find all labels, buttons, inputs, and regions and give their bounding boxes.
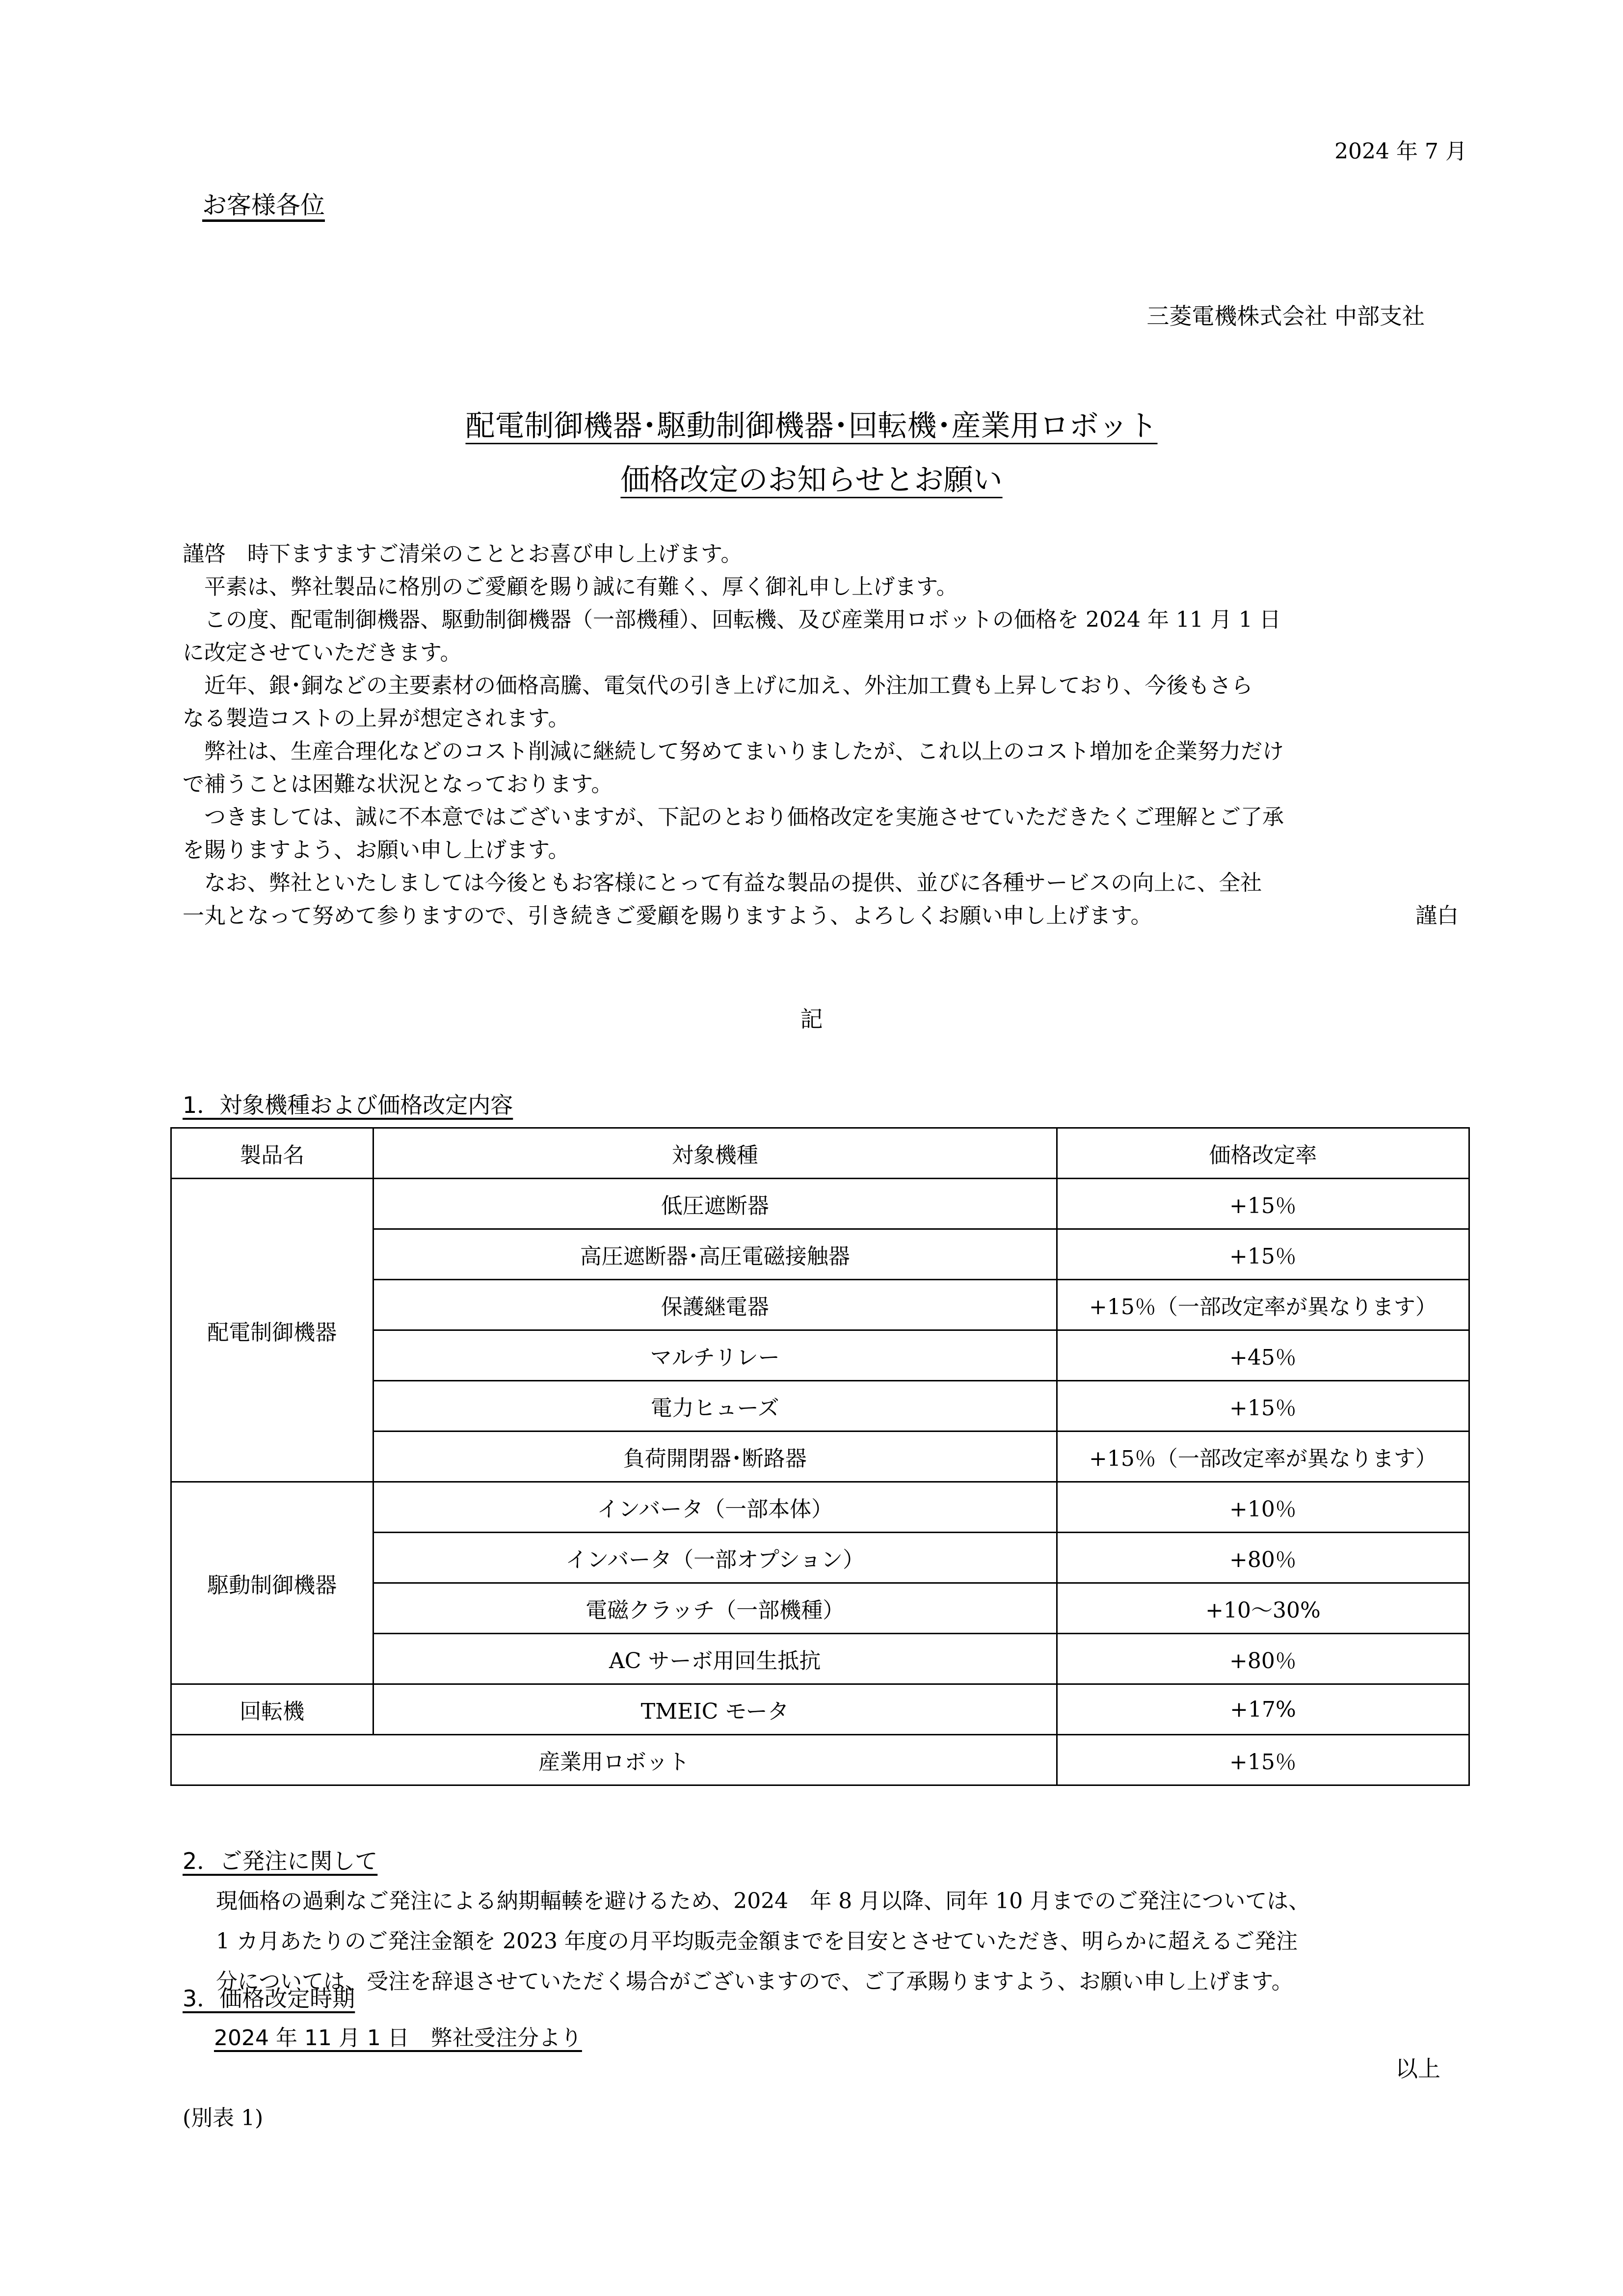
body-line: に改定させていただきます。	[183, 640, 462, 665]
section-3-heading: 3．価格改定時期	[183, 1985, 355, 2012]
title-line-2: 価格改定のお知らせとお願い	[620, 463, 1003, 497]
product-name-cell: 配電制御機器	[171, 1179, 373, 1482]
rate-cell: +15％	[1057, 1179, 1469, 1229]
model-cell: 低圧遮断器	[373, 1179, 1057, 1229]
product-name-cell: 回転機	[171, 1684, 373, 1735]
body-line: なお、弊社といたしましては今後ともお客様にとって有益な製品の提供、並びに各種サービスの向上に、全社	[183, 870, 1262, 895]
rate-cell: +15％	[1057, 1381, 1469, 1432]
rate-cell: +15％	[1057, 1735, 1469, 1785]
model-cell: 電力ヒューズ	[373, 1381, 1057, 1432]
attachment-label: (別表 1)	[183, 2106, 264, 2131]
rate-cell: +10～30%	[1057, 1583, 1469, 1634]
rate-cell: +17%	[1057, 1684, 1469, 1735]
column-header: 対象機種	[373, 1128, 1057, 1179]
body-line: を賜りますよう、お願い申し上げます。	[183, 837, 570, 863]
rate-cell: +10％	[1057, 1482, 1469, 1533]
model-cell: TMEIC モータ	[373, 1684, 1057, 1735]
product-name-cell: 駆動制御機器	[171, 1482, 373, 1684]
column-header: 価格改定率	[1057, 1128, 1469, 1179]
addressee: お客様各位	[202, 191, 325, 219]
table-row	[171, 1482, 1469, 1533]
model-cell: インバータ（一部本体）	[373, 1482, 1057, 1533]
closing-ijo: 以上	[1395, 2055, 1440, 2082]
section-2-body	[216, 1881, 1310, 2002]
rate-cell: +45％	[1057, 1330, 1469, 1381]
rate-cell: +15％（一部改定率が異なります）	[1057, 1280, 1469, 1330]
table-header-row	[171, 1128, 1469, 1179]
body-line: で補うことは困難な状況となっております。	[183, 772, 613, 797]
document-date: 2024 年 7 月	[1334, 139, 1467, 164]
section-2-line: 現価格の過剰なご発注による納期輻輳を避けるため、2024 年 8 月以降、同年 10 月までのご発注については、	[216, 1889, 1310, 1914]
effective-date: 2024 年 11 月 1 日 弊社受注分より	[214, 2026, 582, 2051]
table-row	[171, 1179, 1469, 1229]
body-line: 平素は、弊社製品に格別のご愛顧を賜り誠に有難く、厚く御礼申し上げます。	[183, 574, 958, 599]
section-2-line: 1 カ月あたりのご発注金額を 2023 年度の月平均販売金額までを目安とさせていただき、明らかに超えるご発注	[216, 1929, 1298, 1954]
robot-product-cell: 産業用ロボット	[171, 1735, 1057, 1785]
sender-name: 三菱電機株式会社 中部支社	[1146, 303, 1425, 329]
model-cell: 電磁クラッチ（一部機種）	[373, 1583, 1057, 1634]
column-header: 製品名	[171, 1128, 373, 1179]
section-2-line: 分については、受注を辞退させていただく場合がございますので、ご了承賜りますよう、お願い申し上げます。	[216, 1969, 1293, 1994]
rate-cell: +80％	[1057, 1533, 1469, 1583]
body-line: 近年、銀･銅などの主要素材の価格高騰、電気代の引き上げに加え、外注加工費も上昇しており、今後もさら	[183, 673, 1253, 698]
body-line: 弊社は、生産合理化などのコスト削減に継続して努めてまいりましたが、これ以上のコスト増加を企業努力だけ	[183, 739, 1284, 764]
section-1-heading: 1．対象機種および価格改定内容	[183, 1092, 513, 1118]
closing-kihaku: 謹白	[1415, 903, 1459, 928]
section-2-heading: 2．ご発注に関して	[183, 1848, 378, 1874]
letter-body	[183, 538, 1459, 932]
price-revision-table	[170, 1127, 1470, 1786]
body-line: 一丸となって努めて参りますので、引き続きご愛顧を賜りますよう、よろしくお願い申し上げます。	[183, 903, 1152, 928]
ki-marker: 記	[800, 1006, 823, 1032]
body-line: つきましては、誠に不本意ではございますが、下記のとおり価格改定を実施させていただきたくご理解とご了承	[183, 805, 1284, 830]
model-cell: マルチリレー	[373, 1330, 1057, 1381]
model-cell: 負荷開閉器･断路器	[373, 1432, 1057, 1482]
table-row	[171, 1684, 1469, 1735]
model-cell: AC サーボ用回生抵抗	[373, 1634, 1057, 1684]
body-line: 謹啓 時下ますますご清栄のこととお喜び申し上げます。	[183, 541, 743, 567]
body-line: この度、配電制御機器、駆動制御機器（一部機種）、回転機、及び産業用ロボットの価格を 2024 年 11 月 1 日	[183, 607, 1281, 632]
rate-cell: +15％	[1057, 1229, 1469, 1280]
model-cell: 保護継電器	[373, 1280, 1057, 1330]
table-row	[171, 1735, 1469, 1785]
model-cell: 高圧遮断器･高圧電磁接触器	[373, 1229, 1057, 1280]
rate-cell: +15％（一部改定率が異なります）	[1057, 1432, 1469, 1482]
body-line: なる製造コストの上昇が想定されます。	[183, 706, 570, 731]
model-cell: インバータ（一部オプション）	[373, 1533, 1057, 1583]
rate-cell: +80％	[1057, 1634, 1469, 1684]
body-line-last	[183, 899, 1459, 932]
title-line-1: 配電制御機器･駆動制御機器･回転機･産業用ロボット	[465, 409, 1158, 443]
